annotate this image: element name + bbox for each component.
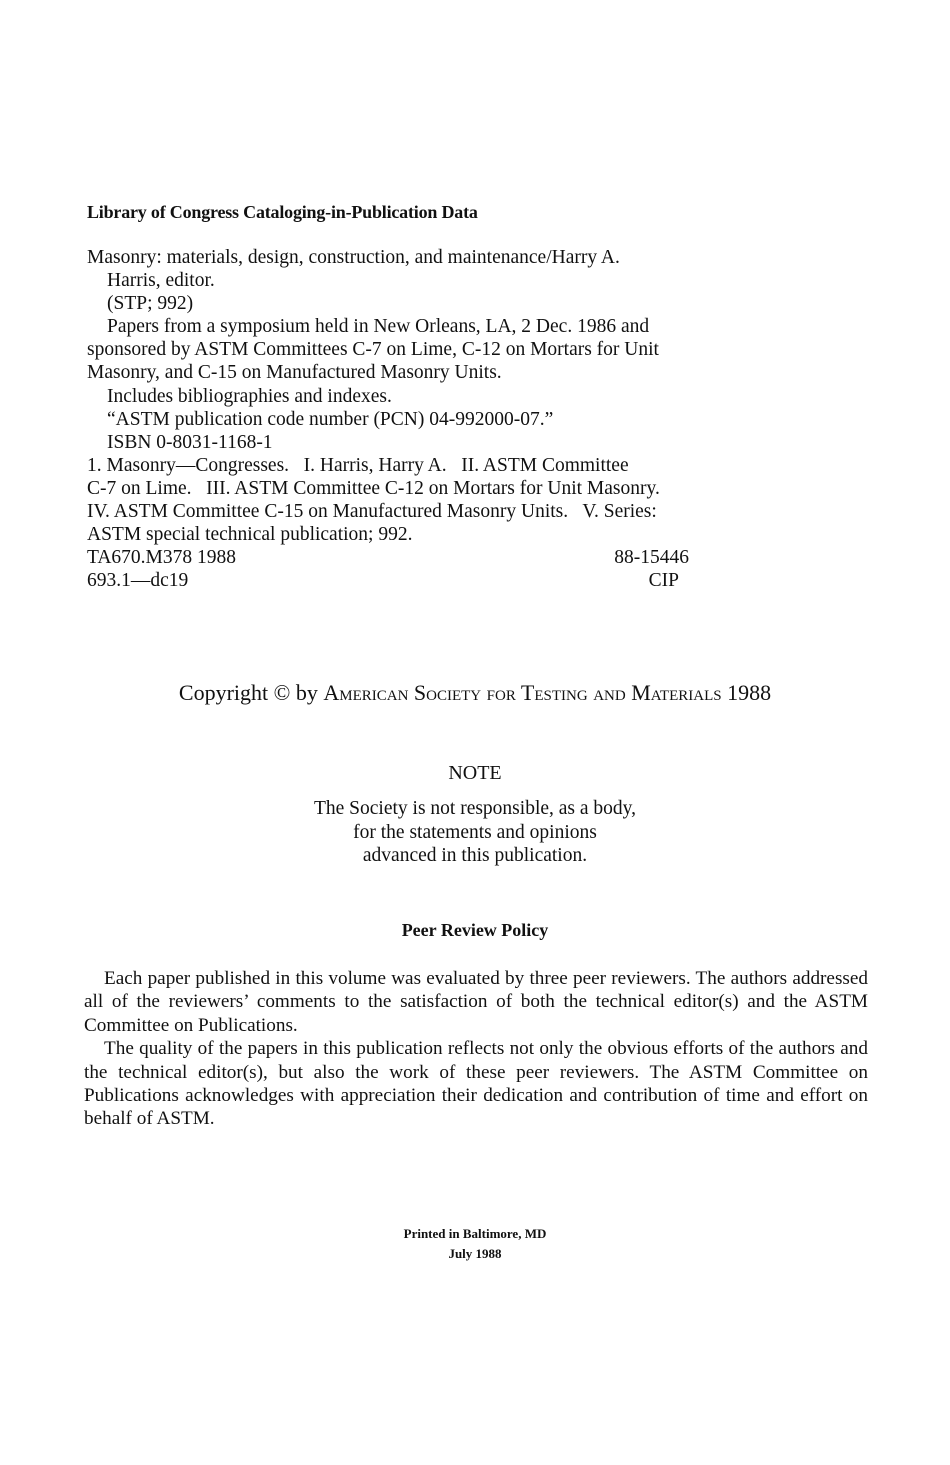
cip-line: Includes bibliographies and indexes. <box>107 385 392 407</box>
copyright-prefix: Copyright © by <box>178 680 318 705</box>
peer-review-title: Peer Review Policy <box>401 920 549 940</box>
copyright-publisher: American Society for Testing and Materials <box>323 680 722 705</box>
cip-line: Papers from a symposium held in New Orleans, LA, 2 Dec. 1986 and <box>107 316 650 338</box>
cip-line: C-7 on Lime. III. ASTM Committee C-12 on Mortars for Unit Masonry. <box>87 477 660 499</box>
peer-review-paragraph: Each paper published in this volume was evaluated by three peer reviewers. The authors addressed all of the reviewers’ comments to the satisfaction of both the technical editor(s) and the ASTM Committee on Publications. <box>84 968 868 1036</box>
cip-line: “ASTM publication code number (PCN) 04-992000-07.” <box>107 408 554 430</box>
lccn: 88-15446 <box>614 547 689 569</box>
note-body <box>0 797 950 868</box>
call-number: TA670.M378 1988 <box>87 547 237 569</box>
cip-line: ISBN 0-8031-1168-1 <box>107 431 273 453</box>
cip-line: Harris, editor. <box>107 270 215 292</box>
cip-line: 1. Masonry—Congresses. I. Harris, Harry A. II. ASTM Committee <box>87 454 629 476</box>
note-line: for the statements and opinions <box>353 821 597 843</box>
cip-line: Masonry, and C-15 on Manufactured Masonry Units. <box>87 362 502 384</box>
copyright-line <box>0 680 950 706</box>
cip-line: ASTM special technical publication; 992. <box>87 524 413 546</box>
cip-line: (STP; 992) <box>107 293 194 315</box>
note-title: NOTE <box>448 762 502 784</box>
printed-place: Printed in Baltimore, MD <box>403 1226 547 1241</box>
cip-label: CIP <box>648 570 679 592</box>
cip-heading: Library of Congress Cataloging-in-Publication Data <box>87 202 478 222</box>
copyright-year: 1988 <box>727 680 772 705</box>
peer-review-paragraph: The quality of the papers in this publication reflects not only the obvious efforts of the authors and the technical editor(s), but also the work of these peer reviewers. The ASTM Committee on Publications acknowledges with appreciation their dedication and contribution of time and effort on behalf of ASTM. <box>84 1038 868 1130</box>
note-line: The Society is not responsible, as a body, <box>313 798 637 819</box>
cip-classification-row <box>87 569 689 592</box>
cip-call-number-row <box>87 546 689 569</box>
cip-line: sponsored by ASTM Committees C-7 on Lime, C-12 on Mortars for Unit <box>87 339 659 361</box>
printed-date: July 1988 <box>448 1246 502 1261</box>
cip-line: IV. ASTM Committee C-15 on Manufactured Masonry Units. V. Series: <box>87 501 657 523</box>
printer-imprint <box>0 1224 950 1264</box>
peer-review-body <box>84 967 868 1131</box>
cip-line: Masonry: materials, design, construction, and maintenance/Harry A. <box>87 247 620 268</box>
dewey-number: 693.1—dc19 <box>87 570 189 592</box>
note-line: advanced in this publication. <box>362 845 588 866</box>
cip-record <box>87 246 727 592</box>
